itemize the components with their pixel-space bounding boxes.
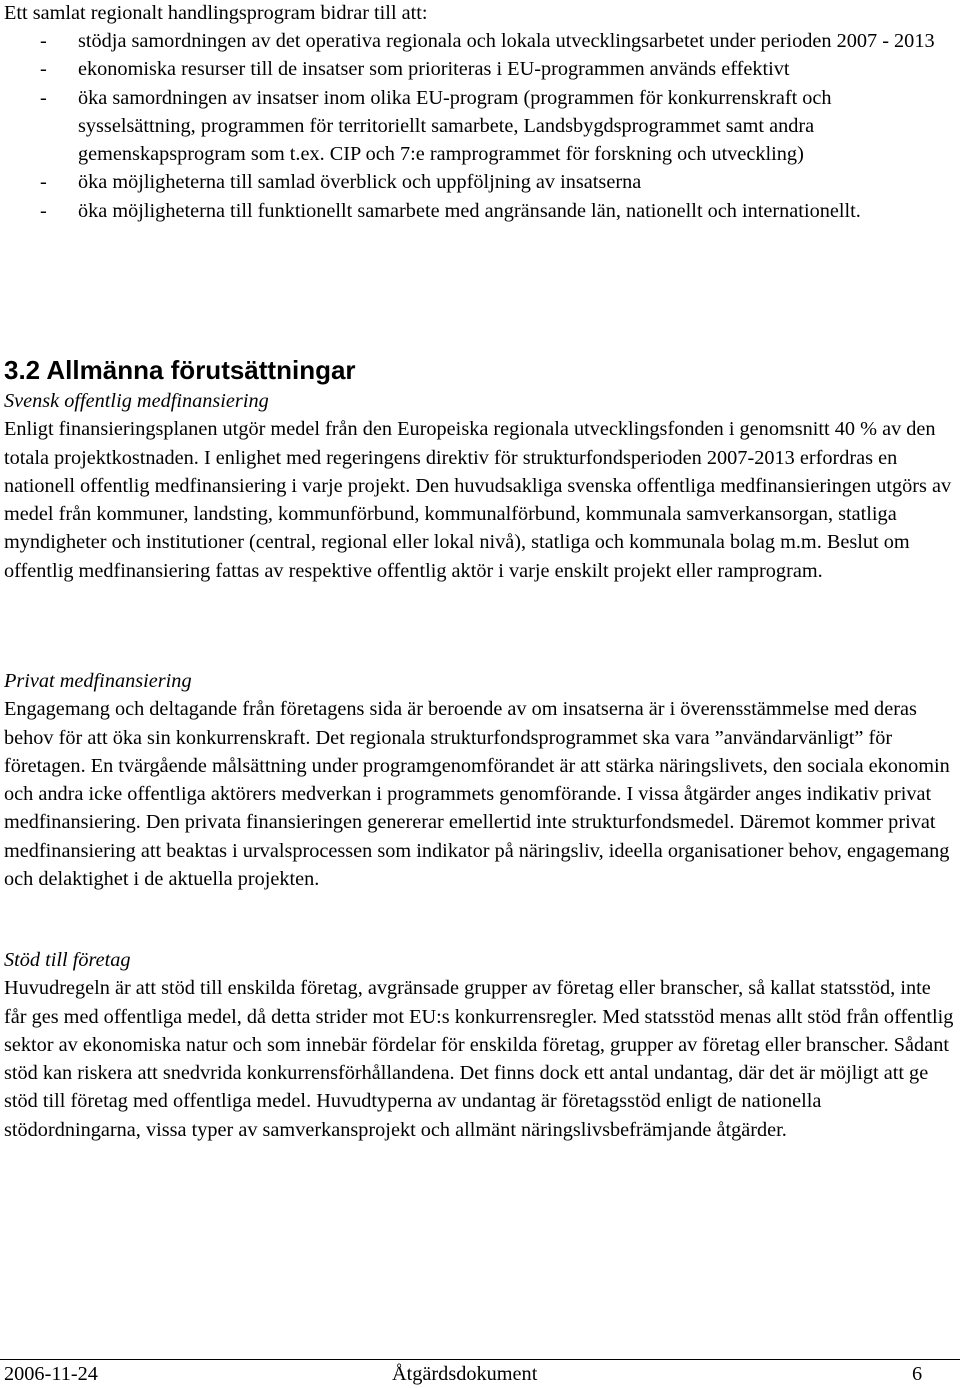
section-heading: 3.2 Allmänna förutsättningar — [4, 355, 356, 385]
business-support-subheading: Stöd till företag — [4, 949, 131, 971]
footer-title: Åtgärdsdokument — [392, 1363, 538, 1385]
private-cofinancing-body: Engagemang och deltagande från företagens sida är beroende av om insatserna är i överensstämmelse med deras behov för att öka sin konkurrenskraft. Det regionala strukturfondsprogrammet ska vara ”användarvänligt” för företagen. En tvärgående målsättning under programgenomförandet är att stärka näringslivets, den sociala ekonomin och andra icke offentliga aktörers medverkan i programmets genomförande. I vissa åtgärder anges indikativ privat medfinansiering. Den privata finansieringen genererar emellertid inte strukturfondsmedel. Däremot kommer privat medfinansiering att beaktas i urvalsprocessen som indikator på näringsliv, ideella organisationer behov, engagemang och delaktighet i de aktuella projekten. — [4, 698, 950, 891]
bullet-dash: - — [40, 86, 47, 109]
public-cofinancing-subheading: Svensk offentlig medfinansiering — [4, 390, 269, 412]
list-item — [4, 197, 954, 225]
public-cofinancing-body: Enligt finansieringsplanen utgör medel från den Europeiska regionala utvecklingsfonden i genomsnitt 40 % av den totala projektkostnaden. I enlighet med regeringens direktiv för strukturfondsperioden 2007-2013 erfordras en nationell offentlig medfinansiering i varje projekt. Den huvudsakliga svenska offentliga medfinansieringen utgörs av medel från kommuner, landsting, kommunförbund, kommunalförbund, kommunala samverkansorgan, statliga myndigheter och institutioner (central, regional eller lokal nivå), statliga och kommunala bolag m.m. Beslut om offentlig medfinansiering fattas av respektive offentlig aktör i varje enskilt projekt eller ramprogram. — [4, 418, 952, 582]
list-item-text: öka möjligheterna till samlad överblick och uppföljning av insatserna — [78, 171, 642, 194]
bullet-dash: - — [40, 171, 47, 194]
page-number: 6 — [912, 1363, 923, 1385]
private-cofinancing-section — [4, 667, 956, 893]
bullet-dash: - — [40, 199, 47, 222]
list-item-text: öka samordningen av insatser inom olika EU-program (programmen för konkurrenskraft och sysselsättning, programmen för territoriellt samarbete, Landsbygdsprogrammet samt andra gemenskapsprogram som t.ex. CIP och 7:e ramprogrammet för forskning och utveckling) — [78, 86, 832, 166]
list-item-text: stödja samordningen av det operativa regionala och lokala utvecklingsarbetet under perioden 2007 - 2013 — [78, 30, 935, 52]
program-goals-list — [4, 27, 954, 225]
private-cofinancing-subheading: Privat medfinansiering — [4, 670, 192, 692]
list-item-text: ekonomiska resurser till de insatser som prioriteras i EU-programmen används effektivt — [78, 58, 790, 81]
list-item — [4, 27, 954, 55]
bullet-dash: - — [40, 58, 47, 81]
business-support-body: Huvudregeln är att stöd till enskilda företag, avgränsade grupper av företag eller branscher, så kallat statsstöd, inte får ges med offentliga medel, då detta strider mot EU:s konkurrensregler. Med statsstöd menas allt stöd från offentlig sektor av ekonomiska natur och som innebär fördelar för enskilda företag, grupper av företag eller branscher. Sådant stöd kan riskera att snedvrida konkurrensförhållandena. Det finns dock ett antal undantag, där det är möjligt att ge stöd till företag med offentliga medel. Huvudtyperna av undantag är företagsstöd enligt de nationella stödordningarna, vissa typer av samverkansprojekt och allmänt näringslivsbefrämjande åtgärder. — [4, 977, 954, 1141]
list-item — [4, 168, 954, 196]
list-item — [4, 84, 954, 169]
program-intro: Ett samlat regionalt handlingsprogram bidrar till att: — [4, 2, 428, 24]
bullet-dash: - — [40, 30, 47, 52]
footer-date: 2006-11-24 — [4, 1363, 98, 1385]
business-support-section — [4, 946, 956, 1144]
footer-divider — [0, 1359, 960, 1360]
list-item — [4, 55, 954, 83]
list-item-text: öka möjligheterna till funktionellt samarbete med angränsande län, nationellt och internationellt. — [78, 199, 861, 222]
public-cofinancing-section — [4, 387, 956, 585]
